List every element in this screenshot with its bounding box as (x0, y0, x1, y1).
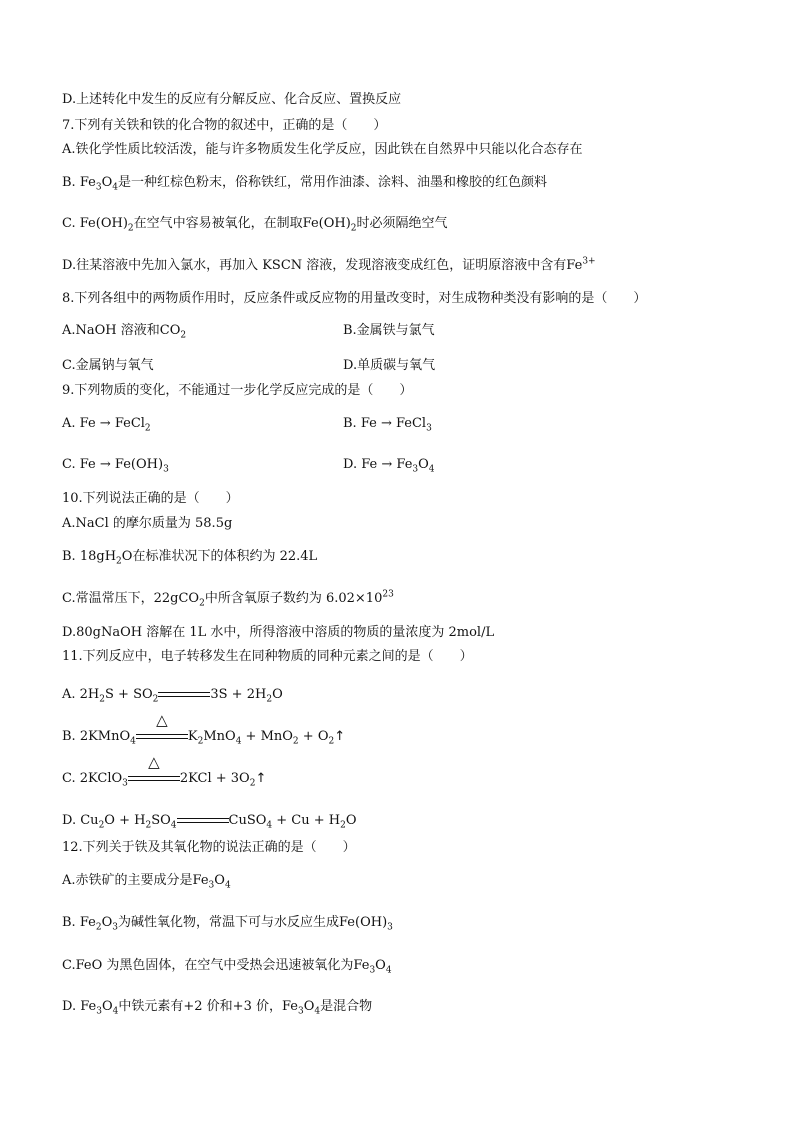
q10-option-c: C.常温常压下，22gCO$_2$中所含氧原子数约为 $6.02\times 10^{23}$ (62, 589, 394, 609)
q9-option-d: D. $Fe \to Fe_3O_4$ (343, 457, 435, 475)
q9-stem: 9.下列物质的变化，不能通过一步化学反应完成的是（ ） (62, 383, 413, 398)
q10-option-d: D.80gNaOH 溶解在 1L 水中，所得溶液中溶质的物质的量浓度为 2mol/L (62, 625, 495, 640)
equals-sign (177, 812, 229, 830)
q10-option-a: A.NaCl 的摩尔质量为 58.5g (62, 516, 233, 531)
q7-option-a: A.铁化学性质比较活泼，能与许多物质发生化学反应，因此铁在自然界中只能以化合态存在 (62, 142, 583, 157)
formula: $Fe_3O_4$ (281, 999, 321, 1017)
q11-option-c: C. 2KClO$_3$ △ $2KCl + 3O_2↑$ (62, 753, 267, 789)
q7-option-b: B. $Fe_3O_4$是一种红棕色粉末，俗称铁红，常用作油漆、涂料、油墨和橡胶的红色颜料 (62, 175, 547, 193)
gas-arrow-icon: ↑ (255, 771, 267, 786)
gas-arrow-icon: ↑ (334, 729, 346, 744)
q11-option-a: A. $2H_2S + SO_2$ $3S + 2H_2O$ (62, 687, 283, 705)
formula: $Fe_3O_4$ (79, 175, 118, 193)
q8-option-c: C.金属钠与氧气 (62, 358, 154, 373)
heat-symbol: △ (156, 711, 168, 729)
q7-option-c: C. $Fe(OH)_2$在空气中容易被氧化，在制取$Fe(OH)_2$时必须隔绝空气 (62, 216, 448, 234)
q8-option-a: A.NaOH 溶液和$CO_2$ (62, 323, 187, 341)
heat-symbol: △ (148, 753, 160, 771)
q9-option-b: B. Fe → FeCl$_3$ (343, 416, 432, 434)
formula: $Fe(OH)_3$ (339, 915, 393, 933)
q11-stem: 11.下列反应中，电子转移发生在同种物质的同种元素之间的是（ ） (62, 649, 473, 664)
formula: $Fe_3O_4$ (353, 958, 392, 976)
q12-option-d: D. $Fe_3O_4$中铁元素有+2 价和+3 价，$Fe_3O_4$是混合物 (62, 999, 373, 1017)
formula: $Fe(OH)_2$ (302, 216, 357, 234)
q12-stem: 12.下列关于铁及其氧化物的说法正确的是（ ） (62, 840, 356, 855)
q8-option-d: D.单质碳与氧气 (343, 358, 436, 373)
formula: $Fe_3O_4$ (80, 999, 119, 1017)
q11-option-b: B. 2KMnO$_4$ △ $K_2MnO_4 + MnO_2$ + $O_2↑$ (62, 711, 346, 747)
q8-option-b: B.金属铁与氯气 (343, 323, 435, 338)
q6-option-d: D.上述转化中发生的反应有分解反应、化合反应、置换反应 (62, 92, 402, 107)
q9-option-c: C. $Fe \to Fe(OH)_3$ (62, 457, 169, 475)
formula: $Fe(OH)_2$ (79, 216, 134, 234)
exponent: 23 (382, 589, 394, 600)
q9-option-a: A. Fe → FeCl$_2$ (62, 416, 151, 434)
q7-option-d: D.往某溶液中先加入氯水，再加入 KSCN 溶液，发现溶液变成红色，证明原溶液中含有$Fe^{3+}$ (62, 256, 596, 273)
q12-option-c: C.FeO 为黑色固体，在空气中受热会迅速被氧化为$Fe_3O_4$ (62, 958, 392, 976)
q10-option-b: B. $18gH_2O$在标准状况下的体积约为 22.4L (62, 549, 318, 567)
heat-equals-sign (128, 753, 180, 788)
q11-option-d: D. $Cu_2O + H_2SO_4$ CuSO$_4$ + $Cu + H_2O$ (62, 813, 357, 831)
q7-stem: 7.下列有关铁和铁的化合物的叙述中，正确的是（ ） (62, 118, 387, 133)
formula: $H_2O$ (104, 549, 133, 567)
q12-option-b: B. $Fe_2O_3$为碱性氧化物，常温下可与水反应生成$Fe(OH)_3$ (62, 915, 393, 933)
formula: $Fe_3O_4$ (192, 873, 231, 891)
equals-sign (158, 686, 210, 704)
formula: $CO_2$ (178, 591, 205, 609)
ion: $Fe^{3+}$ (566, 256, 596, 273)
formula: $CO_2$ (159, 323, 187, 341)
formula: $Fe_2O_3$ (79, 915, 118, 933)
q8-stem: 8.下列各组中的两物质作用时，反应条件或反应物的用量改变时，对生成物种类没有影响的是（ ） (62, 291, 647, 306)
heat-equals-sign (136, 711, 188, 746)
q10-stem: 10.下列说法正确的是（ ） (62, 491, 239, 506)
q12-option-a: A.赤铁矿的主要成分是$Fe_3O_4$ (62, 873, 231, 891)
